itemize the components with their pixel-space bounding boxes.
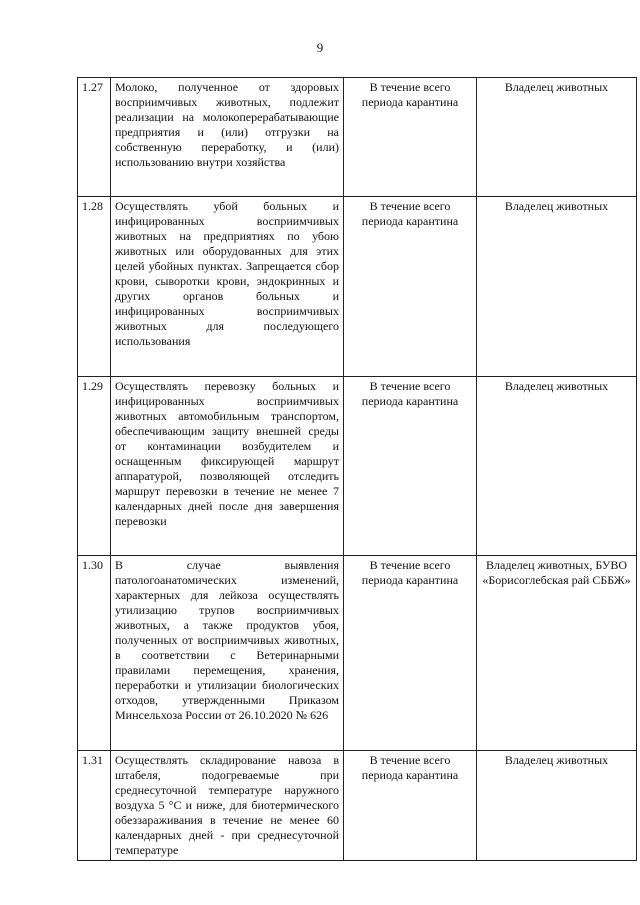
measure-responsible: Владелец животных — [477, 197, 637, 377]
measure-text: В случае выявления патологоанатомических изменений, характерных для лейкоза осуществлять утилизацию трупов восприимчивых животных, а также продуктов убоя, полученных от восприимчивых животных, в соответствии с Ветеринарными правилами перемещения, хранения, переработки и утилизации биологических отходов, утвержденными Приказом Минсельхоза России от 26.10.2020 № 626 — [111, 556, 344, 751]
measure-responsible: Владелец животных — [477, 751, 637, 861]
table-row — [78, 556, 637, 751]
table-row — [78, 377, 637, 556]
page-number: 9 — [316, 40, 324, 55]
measure-term: В течение всего периода карантина — [344, 78, 477, 197]
measure-text: Осуществлять складирование навоза в штабеля, подогреваемые при среднесуточной температуре наружного воздуха 5 °С и ниже, для биотермического обеззараживания в течение не менее 60 календарных дней - при среднесуточной температуре — [111, 751, 344, 861]
measure-responsible: Владелец животных — [477, 377, 637, 556]
table-row — [78, 751, 637, 861]
table-row — [78, 78, 637, 197]
measure-term: В течение всего периода карантина — [344, 751, 477, 861]
measure-term: В течение всего периода карантина — [344, 556, 477, 751]
item-number: 1.27 — [78, 78, 111, 197]
item-number: 1.31 — [78, 751, 111, 861]
measure-text: Осуществлять перевозку больных и инфицированных восприимчивых животных автомобильным транспортом, обеспечивающим защиту внешней среды от контаминации возбудителем и оснащенным фиксирующей маршрут аппаратурой, позволяющей отследить маршрут перевозки в течение не менее 7 календарных дней после дня завершения перевозки — [111, 377, 344, 556]
item-number: 1.30 — [78, 556, 111, 751]
measure-responsible: Владелец животных, БУВО «Борисоглебская рай СББЖ» — [477, 556, 637, 751]
item-number: 1.29 — [78, 377, 111, 556]
measure-term: В течение всего периода карантина — [344, 377, 477, 556]
measure-text: Молоко, полученное от здоровых восприимчивых животных, подлежит реализации на молокоперерабатывающие предприятия и (или) отгрузки на собственную переработку, и (или) использованию внутри хозяйства — [111, 78, 344, 197]
measures-table — [77, 77, 637, 861]
measure-term: В течение всего периода карантина — [344, 197, 477, 377]
item-number: 1.28 — [78, 197, 111, 377]
measure-text: Осуществлять убой больных и инфицированных восприимчивых животных на предприятиях по убою животных или оборудованных для этих целей убойных пунктах. Запрещается сбор крови, сыворотки крови, эндокринных и других органов больных и инфицированных восприимчивых животных для последующего использования — [111, 197, 344, 377]
measure-responsible: Владелец животных — [477, 78, 637, 197]
table-row — [78, 197, 637, 377]
